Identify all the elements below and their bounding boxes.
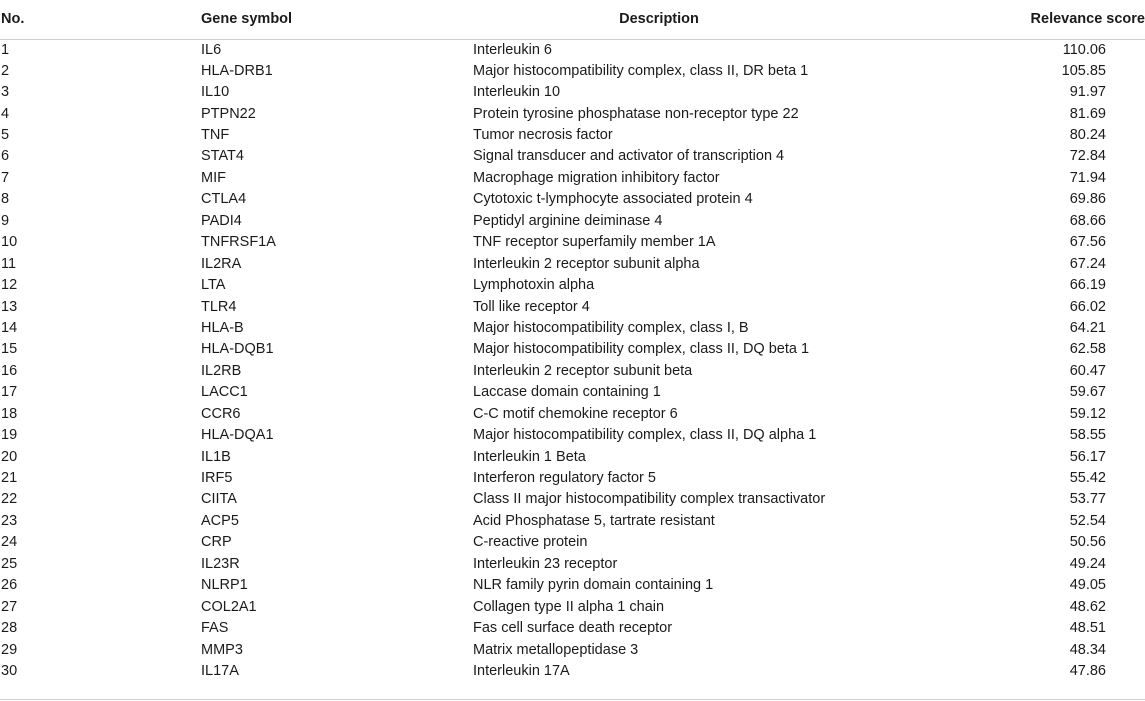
gene-symbol-cell: IL2RB — [201, 362, 242, 379]
table-row — [0, 275, 1145, 296]
table-row — [0, 639, 1145, 660]
row-number: 9 — [1, 212, 10, 229]
gene-symbol-cell: CTLA4 — [201, 191, 247, 208]
table-row — [0, 404, 1145, 425]
row-number: 20 — [1, 448, 18, 465]
gene-symbol-cell: HLA-DQA1 — [201, 427, 274, 444]
table-row — [0, 125, 1145, 146]
table-row — [0, 618, 1145, 639]
table-body — [0, 39, 1145, 682]
row-number: 30 — [1, 662, 18, 679]
table-row — [0, 468, 1145, 489]
row-number: 11 — [1, 255, 17, 272]
row-number: 7 — [1, 169, 10, 186]
relevance-score-cell: 50.56 — [1069, 534, 1106, 551]
gene-symbol-cell: IRF5 — [201, 470, 233, 487]
row-number: 16 — [1, 362, 18, 379]
relevance-score-cell: 66.02 — [1069, 298, 1106, 315]
table-row — [0, 189, 1145, 210]
gene-symbol-cell: CRP — [201, 534, 232, 551]
row-number: 25 — [1, 555, 18, 572]
table-row — [0, 511, 1145, 532]
table-row — [0, 596, 1145, 617]
description-cell: Macrophage migration inhibitory factor — [473, 169, 720, 186]
row-number: 8 — [1, 191, 10, 208]
gene-symbol-cell: HLA-DRB1 — [201, 62, 273, 79]
table-row — [0, 211, 1145, 232]
description-cell: Peptidyl arginine deiminase 4 — [473, 212, 663, 229]
description-cell: Interleukin 1 Beta — [473, 448, 586, 465]
description-cell: NLR family pyrin domain containing 1 — [473, 577, 714, 594]
gene-symbol-cell: ACP5 — [201, 512, 239, 529]
relevance-score-cell: 80.24 — [1069, 127, 1106, 144]
relevance-score-cell: 48.34 — [1069, 641, 1106, 658]
row-number: 21 — [1, 470, 18, 487]
table-row — [0, 318, 1145, 339]
relevance-score-cell: 48.62 — [1069, 598, 1106, 615]
gene-symbol-cell: IL1B — [201, 448, 231, 465]
relevance-score-cell: 64.21 — [1069, 319, 1106, 336]
relevance-score-cell: 60.47 — [1069, 362, 1106, 379]
description-cell: Cytotoxic t-lymphocyte associated protein 4 — [473, 191, 753, 208]
table-row — [0, 146, 1145, 167]
gene-symbol-cell: MMP3 — [201, 641, 243, 658]
header-gene-symbol: Gene symbol — [201, 0, 473, 39]
relevance-score-cell: 47.86 — [1069, 662, 1106, 679]
row-number: 15 — [1, 341, 18, 358]
description-cell: Interleukin 17A — [473, 662, 570, 679]
description-cell: Collagen type II alpha 1 chain — [473, 598, 665, 615]
relevance-score-cell: 53.77 — [1069, 491, 1106, 508]
table-row — [0, 425, 1145, 446]
gene-symbol-cell: FAS — [201, 620, 229, 637]
table-row — [0, 532, 1145, 553]
table-row — [0, 61, 1145, 82]
header-description-label: Description — [619, 11, 699, 28]
table-row — [0, 575, 1145, 596]
relevance-score-cell: 71.94 — [1069, 169, 1106, 186]
gene-symbol-cell: STAT4 — [201, 148, 244, 165]
relevance-score-cell: 59.67 — [1069, 384, 1106, 401]
table-row — [0, 103, 1145, 124]
description-cell: Laccase domain containing 1 — [473, 384, 661, 401]
description-cell: Lymphotoxin alpha — [473, 277, 595, 294]
description-cell: Signal transducer and activator of transcription 4 — [473, 148, 785, 165]
gene-symbol-cell: PTPN22 — [201, 105, 256, 122]
description-cell: C-reactive protein — [473, 534, 588, 551]
row-number: 14 — [1, 319, 18, 336]
table-row — [0, 361, 1145, 382]
relevance-score-cell: 67.56 — [1069, 234, 1106, 251]
relevance-score-cell: 58.55 — [1069, 427, 1106, 444]
description-cell: Fas cell surface death receptor — [473, 620, 673, 637]
table-row — [0, 382, 1145, 403]
description-cell: Major histocompatibility complex, class II, DQ beta 1 — [473, 341, 810, 358]
row-number: 26 — [1, 577, 18, 594]
row-number: 29 — [1, 641, 18, 658]
table-row — [0, 554, 1145, 575]
description-cell: Interleukin 10 — [473, 84, 561, 101]
relevance-score-cell: 59.12 — [1069, 405, 1106, 422]
header-description — [473, 0, 973, 39]
row-number: 5 — [1, 127, 10, 144]
gene-symbol-cell: IL2RA — [201, 255, 242, 272]
relevance-score-cell: 67.24 — [1069, 255, 1106, 272]
relevance-score-cell: 66.19 — [1069, 277, 1106, 294]
relevance-score-cell: 68.66 — [1069, 212, 1106, 229]
row-number: 3 — [1, 84, 10, 101]
gene-symbol-cell: HLA-DQB1 — [201, 341, 274, 358]
gene-symbol-cell: IL6 — [201, 41, 222, 58]
row-number: 27 — [1, 598, 18, 615]
row-number: 17 — [1, 384, 18, 401]
description-cell: Class II major histocompatibility complex transactivator — [473, 491, 826, 508]
relevance-score-cell: 69.86 — [1069, 191, 1106, 208]
gene-symbol-cell: TNF — [201, 127, 230, 144]
row-number: 18 — [1, 405, 18, 422]
row-number: 4 — [1, 105, 10, 122]
relevance-score-cell: 49.24 — [1069, 555, 1106, 572]
row-number: 6 — [1, 148, 10, 165]
header-row — [0, 0, 1145, 39]
relevance-score-cell: 91.97 — [1069, 84, 1106, 101]
description-cell: Interferon regulatory factor 5 — [473, 470, 656, 487]
description-cell: Major histocompatibility complex, class I, B — [473, 319, 749, 336]
relevance-score-cell: 110.06 — [1062, 41, 1106, 58]
description-cell: Major histocompatibility complex, class II, DQ alpha 1 — [473, 427, 817, 444]
description-cell: TNF receptor superfamily member 1A — [473, 234, 716, 251]
gene-symbol-cell: HLA-B — [201, 319, 244, 336]
relevance-score-cell: 62.58 — [1069, 341, 1106, 358]
table-header — [0, 0, 1145, 39]
row-number: 13 — [1, 298, 18, 315]
gene-symbol-cell: IL23R — [201, 555, 240, 572]
header-no: No. — [0, 0, 201, 39]
row-number: 23 — [1, 512, 18, 529]
gene-symbol-cell: MIF — [201, 169, 226, 186]
row-number: 22 — [1, 491, 18, 508]
row-number: 28 — [1, 620, 18, 637]
description-cell: Interleukin 2 receptor subunit alpha — [473, 255, 700, 272]
description-cell: Toll like receptor 4 — [473, 298, 590, 315]
gene-symbol-cell: IL17A — [201, 662, 239, 679]
gene-symbol-cell: LACC1 — [201, 384, 248, 401]
table-row — [0, 82, 1145, 103]
relevance-score-cell: 48.51 — [1069, 620, 1106, 637]
table-row — [0, 232, 1145, 253]
gene-symbol-cell: NLRP1 — [201, 577, 248, 594]
gene-symbol-cell: PADI4 — [201, 212, 242, 229]
row-number: 19 — [1, 427, 18, 444]
relevance-score-cell: 56.17 — [1069, 448, 1106, 465]
relevance-score-cell: 52.54 — [1069, 512, 1106, 529]
gene-symbol-cell: CIITA — [201, 491, 237, 508]
table-row — [0, 168, 1145, 189]
table-row — [0, 296, 1145, 317]
description-cell: Interleukin 2 receptor subunit beta — [473, 362, 693, 379]
gene-symbol-cell: IL10 — [201, 84, 230, 101]
gene-symbol-cell: TNFRSF1A — [201, 234, 276, 251]
table-row — [0, 253, 1145, 274]
description-cell: Tumor necrosis factor — [473, 127, 613, 144]
description-cell: Interleukin 6 — [473, 41, 552, 58]
table-bottom-rule — [0, 699, 1145, 700]
relevance-score-cell: 81.69 — [1069, 105, 1106, 122]
description-cell: Interleukin 23 receptor — [473, 555, 618, 572]
row-number: 2 — [1, 62, 10, 79]
row-number: 10 — [1, 234, 18, 251]
row-number: 1 — [1, 41, 10, 58]
row-number: 24 — [1, 534, 18, 551]
description-cell: Protein tyrosine phosphatase non-receptor type 22 — [473, 105, 799, 122]
table-row — [0, 446, 1145, 467]
description-cell: C-C motif chemokine receptor 6 — [473, 405, 678, 422]
relevance-score-cell: 105.85 — [1061, 62, 1106, 79]
gene-symbol-cell: TLR4 — [201, 298, 237, 315]
gene-symbol-cell: COL2A1 — [201, 598, 257, 615]
relevance-score-cell: 49.05 — [1069, 577, 1106, 594]
gene-symbol-cell: CCR6 — [201, 405, 241, 422]
table-row — [0, 489, 1145, 510]
header-relevance-score: Relevance score — [973, 0, 1145, 39]
description-cell: Major histocompatibility complex, class II, DR beta 1 — [473, 62, 809, 79]
table-row — [0, 661, 1145, 682]
row-number: 12 — [1, 277, 18, 294]
relevance-score-cell: 55.42 — [1069, 470, 1106, 487]
description-cell: Matrix metallopeptidase 3 — [473, 641, 639, 658]
description-cell: Acid Phosphatase 5, tartrate resistant — [473, 512, 715, 529]
gene-symbol-cell: LTA — [201, 277, 226, 294]
relevance-score-cell: 72.84 — [1069, 148, 1106, 165]
table-row — [0, 39, 1145, 61]
table-row — [0, 339, 1145, 360]
